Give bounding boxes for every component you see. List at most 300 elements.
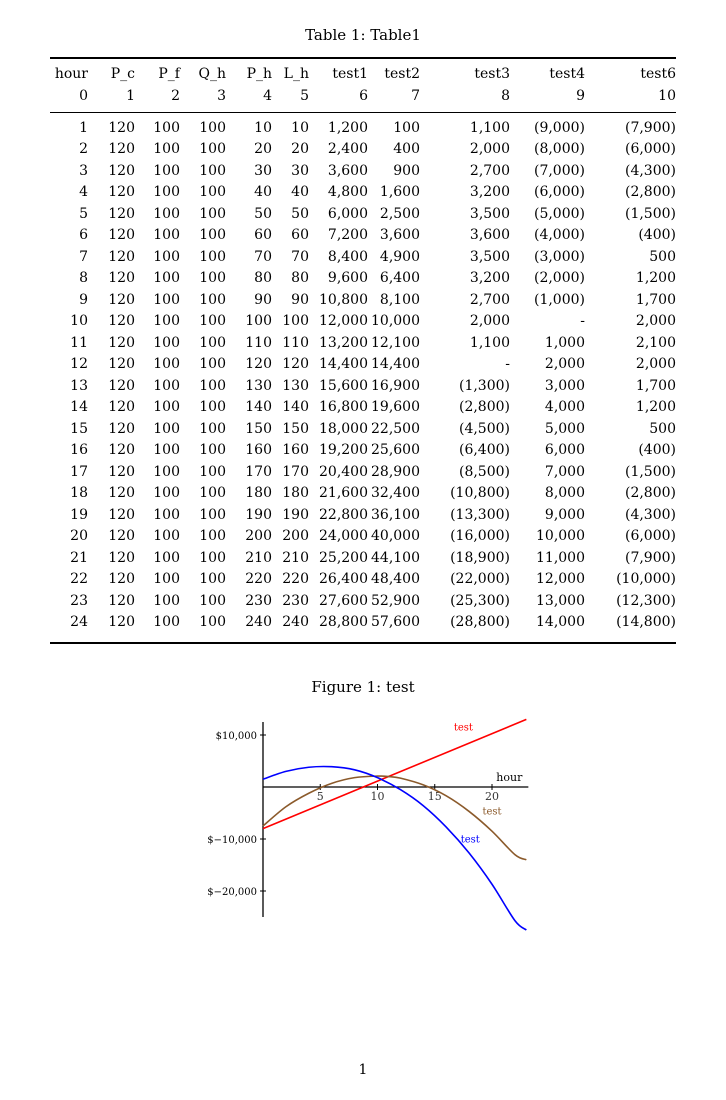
table-cell: 10 bbox=[70, 313, 88, 330]
table-cell: 60 bbox=[254, 227, 272, 244]
table-cell: 100 bbox=[153, 184, 180, 201]
table-cell: 100 bbox=[153, 571, 180, 588]
table-cell: 400 bbox=[393, 141, 420, 158]
table-cell: 12,000 bbox=[319, 313, 368, 330]
table-cell: 120 bbox=[108, 162, 135, 179]
table-cell: 120 bbox=[108, 549, 135, 566]
table-cell: 16,800 bbox=[319, 399, 368, 416]
table-cell: 240 bbox=[282, 614, 309, 631]
table-cell: 10,000 bbox=[371, 313, 420, 330]
y-tick-label: $−10,000 bbox=[207, 835, 257, 846]
table-cell: 8,400 bbox=[327, 248, 368, 265]
table-cell: (1,000) bbox=[533, 291, 585, 308]
y-tick-label: $−20,000 bbox=[207, 887, 257, 898]
table-cell: 100 bbox=[153, 356, 180, 373]
table-cell: 14,400 bbox=[319, 356, 368, 373]
table-cell: 100 bbox=[199, 442, 226, 459]
table-cell: 100 bbox=[153, 248, 180, 265]
table-cell: 100 bbox=[199, 571, 226, 588]
table-cell: 500 bbox=[649, 420, 676, 437]
table-cell: 90 bbox=[254, 291, 272, 308]
table-cell: 100 bbox=[199, 184, 226, 201]
column-index: 1 bbox=[126, 88, 135, 104]
table-cell: 100 bbox=[199, 162, 226, 179]
column-header: hour bbox=[54, 66, 88, 82]
page-number: 1 bbox=[358, 1062, 368, 1078]
table-cell: 4,800 bbox=[327, 184, 368, 201]
table-cell: 120 bbox=[108, 270, 135, 287]
table-cell: 23 bbox=[70, 592, 88, 609]
table-cell: 48,400 bbox=[371, 571, 420, 588]
table-cell: 100 bbox=[199, 377, 226, 394]
table-cell: 40 bbox=[254, 184, 272, 201]
table-cell: 120 bbox=[108, 399, 135, 416]
table-cell: (6,000) bbox=[624, 528, 676, 545]
table-cell: 3,500 bbox=[469, 205, 510, 222]
table-cell: 1,600 bbox=[379, 184, 420, 201]
table-cell: 100 bbox=[393, 119, 420, 136]
table-cell: (14,800) bbox=[616, 614, 676, 631]
table-cell: 210 bbox=[245, 549, 272, 566]
table-cell: 9 bbox=[79, 291, 88, 308]
table-cell: 2,000 bbox=[469, 141, 510, 158]
column-index: 9 bbox=[576, 88, 585, 104]
table-cell: 100 bbox=[153, 205, 180, 222]
table-cell: (2,800) bbox=[624, 184, 676, 201]
table-cell: 100 bbox=[199, 205, 226, 222]
table-cell: 24 bbox=[70, 614, 88, 631]
table-cell: 25,600 bbox=[371, 442, 420, 459]
table-cell: 22 bbox=[70, 571, 88, 588]
table-cell: 57,600 bbox=[371, 614, 420, 631]
table-caption: Table 1: Table1 bbox=[305, 26, 421, 44]
table-cell: 1,200 bbox=[635, 399, 676, 416]
table-cell: 80 bbox=[291, 270, 309, 287]
table-cell: 2,700 bbox=[469, 162, 510, 179]
table-cell: (2,800) bbox=[624, 485, 676, 502]
table-cell: 21 bbox=[70, 549, 88, 566]
table-cell: 12 bbox=[70, 356, 88, 373]
table-cell: (22,000) bbox=[450, 571, 510, 588]
table-cell: 100 bbox=[153, 334, 180, 351]
y-tick-label: $10,000 bbox=[215, 731, 257, 742]
table-cell: 100 bbox=[199, 528, 226, 545]
table-cell: 100 bbox=[199, 399, 226, 416]
table-cell: 240 bbox=[245, 614, 272, 631]
table-cell: (25,300) bbox=[450, 592, 510, 609]
table-cell: 14,400 bbox=[371, 356, 420, 373]
table-cell: 100 bbox=[199, 463, 226, 480]
table-cell: 8,100 bbox=[379, 291, 420, 308]
table-cell: 12,000 bbox=[536, 571, 585, 588]
table-cell: (8,500) bbox=[458, 463, 510, 480]
figure-caption: Figure 1: test bbox=[311, 678, 415, 696]
table-cell: 100 bbox=[199, 420, 226, 437]
table-cell: 100 bbox=[199, 141, 226, 158]
table-cell: 10 bbox=[254, 119, 272, 136]
table-cell: 100 bbox=[153, 592, 180, 609]
table-cell: (1,300) bbox=[458, 377, 510, 394]
table-cell: (7,900) bbox=[624, 119, 676, 136]
table-cell: (4,300) bbox=[624, 506, 676, 523]
table-cell: 2,700 bbox=[469, 291, 510, 308]
table-cell: 100 bbox=[199, 506, 226, 523]
x-tick-label: 15 bbox=[427, 790, 442, 803]
table-cell: (4,500) bbox=[458, 420, 510, 437]
column-index: 6 bbox=[359, 88, 368, 104]
table-cell: 120 bbox=[108, 227, 135, 244]
table-cell: 100 bbox=[153, 528, 180, 545]
table-cell: 100 bbox=[199, 356, 226, 373]
table-cell: 3,000 bbox=[544, 377, 585, 394]
table-cell: 120 bbox=[108, 420, 135, 437]
table-cell: 12,100 bbox=[371, 334, 420, 351]
table-cell: 140 bbox=[282, 399, 309, 416]
series-annotation: test bbox=[453, 722, 473, 734]
table-cell: 13,200 bbox=[319, 334, 368, 351]
table-cell: 1,700 bbox=[635, 291, 676, 308]
series-line-2 bbox=[263, 776, 526, 860]
table-cell: 18 bbox=[70, 485, 88, 502]
table-cell: 120 bbox=[108, 119, 135, 136]
table-cell: 120 bbox=[108, 313, 135, 330]
table-cell: 170 bbox=[282, 463, 309, 480]
column-header: P_h bbox=[246, 66, 272, 82]
table-cell: 13 bbox=[70, 377, 88, 394]
column-index: 4 bbox=[263, 88, 272, 104]
table-cell: 44,100 bbox=[371, 549, 420, 566]
table-cell: (6,000) bbox=[533, 184, 585, 201]
table-cell: 3,600 bbox=[469, 227, 510, 244]
table-cell: 27,600 bbox=[319, 592, 368, 609]
column-header: test3 bbox=[474, 66, 510, 82]
column-index: 2 bbox=[171, 88, 180, 104]
series-annotation: test bbox=[482, 806, 502, 818]
table-cell: 3,200 bbox=[469, 184, 510, 201]
column-index: 7 bbox=[411, 88, 420, 104]
table-cell: (18,900) bbox=[450, 549, 510, 566]
table-cell: 30 bbox=[254, 162, 272, 179]
table-cell: 120 bbox=[108, 291, 135, 308]
table-cell: 30 bbox=[291, 162, 309, 179]
table-cell: 6,400 bbox=[379, 270, 420, 287]
table-cell: 100 bbox=[245, 313, 272, 330]
table-cell: 36,100 bbox=[371, 506, 420, 523]
table-cell: 120 bbox=[108, 377, 135, 394]
table-cell: 2,100 bbox=[635, 334, 676, 351]
table-cell: (8,000) bbox=[533, 141, 585, 158]
table-cell: (12,300) bbox=[616, 592, 676, 609]
table-cell: 170 bbox=[245, 463, 272, 480]
column-header: L_h bbox=[283, 66, 309, 82]
table-cell: 10,800 bbox=[319, 291, 368, 308]
table-cell: 3 bbox=[79, 162, 88, 179]
column-header: test1 bbox=[332, 66, 368, 82]
column-index: 8 bbox=[501, 88, 510, 104]
table-cell: 120 bbox=[108, 614, 135, 631]
table-cell: (400) bbox=[638, 227, 676, 244]
table-cell: 20 bbox=[70, 528, 88, 545]
table-cell: 9,000 bbox=[544, 506, 585, 523]
table-cell: 1,100 bbox=[469, 334, 510, 351]
table-cell: 80 bbox=[254, 270, 272, 287]
table-cell: 20 bbox=[254, 141, 272, 158]
table-cell: 1 bbox=[79, 119, 88, 136]
table-cell: (400) bbox=[638, 442, 676, 459]
table-cell: 100 bbox=[199, 592, 226, 609]
table-cell: 2,000 bbox=[635, 356, 676, 373]
table-cell: - bbox=[580, 313, 585, 330]
table-cell: 220 bbox=[245, 571, 272, 588]
table-cell: 120 bbox=[245, 356, 272, 373]
table-cell: (2,800) bbox=[458, 399, 510, 416]
table-cell: 100 bbox=[282, 313, 309, 330]
table-cell: 50 bbox=[254, 205, 272, 222]
table-cell: 11,000 bbox=[536, 549, 585, 566]
table-cell: 100 bbox=[153, 291, 180, 308]
table-cell: 100 bbox=[153, 119, 180, 136]
table-cell: 8,000 bbox=[544, 485, 585, 502]
table-cell: (4,000) bbox=[533, 227, 585, 244]
table-cell: 15,600 bbox=[319, 377, 368, 394]
table-cell: 2 bbox=[79, 141, 88, 158]
table-cell: 9,600 bbox=[327, 270, 368, 287]
column-header: Q_h bbox=[198, 66, 226, 82]
column-index: 0 bbox=[79, 88, 88, 104]
table-cell: (6,400) bbox=[458, 442, 510, 459]
table-cell: 110 bbox=[245, 334, 272, 351]
table-cell: 120 bbox=[108, 141, 135, 158]
table-cell: 190 bbox=[245, 506, 272, 523]
table-cell: 14 bbox=[70, 399, 88, 416]
table-cell: (2,000) bbox=[533, 270, 585, 287]
table-cell: 100 bbox=[153, 506, 180, 523]
table-cell: 28,900 bbox=[371, 463, 420, 480]
table-cell: 100 bbox=[199, 313, 226, 330]
table-cell: 10 bbox=[291, 119, 309, 136]
table-cell: 180 bbox=[282, 485, 309, 502]
table-cell: 150 bbox=[282, 420, 309, 437]
table-cell: 1,200 bbox=[327, 119, 368, 136]
table-cell: 100 bbox=[153, 313, 180, 330]
table-cell: 1,700 bbox=[635, 377, 676, 394]
table-cell: 120 bbox=[108, 592, 135, 609]
table-cell: 10,000 bbox=[536, 528, 585, 545]
table-cell: 5 bbox=[79, 205, 88, 222]
table-cell: 100 bbox=[199, 119, 226, 136]
table-cell: 160 bbox=[282, 442, 309, 459]
table-cell: 3,600 bbox=[327, 162, 368, 179]
table-cell: 100 bbox=[153, 485, 180, 502]
column-header: test6 bbox=[640, 66, 676, 82]
table-cell: (7,900) bbox=[624, 549, 676, 566]
series-annotation: test bbox=[460, 834, 480, 846]
table-cell: 3,200 bbox=[469, 270, 510, 287]
table-cell: (10,000) bbox=[616, 571, 676, 588]
table-cell: 230 bbox=[245, 592, 272, 609]
table-cell: 70 bbox=[254, 248, 272, 265]
table-cell: 2,000 bbox=[544, 356, 585, 373]
table-cell: 130 bbox=[245, 377, 272, 394]
table-cell: 210 bbox=[282, 549, 309, 566]
table-cell: (1,500) bbox=[624, 205, 676, 222]
table-cell: 3,600 bbox=[379, 227, 420, 244]
table-cell: 100 bbox=[199, 248, 226, 265]
table-cell: 14,000 bbox=[536, 614, 585, 631]
table-cell: 120 bbox=[108, 205, 135, 222]
table-cell: 500 bbox=[649, 248, 676, 265]
table-cell: 100 bbox=[153, 463, 180, 480]
table-cell: 2,400 bbox=[327, 141, 368, 158]
table-cell: 120 bbox=[108, 248, 135, 265]
table-cell: 120 bbox=[108, 485, 135, 502]
table-cell: 1,000 bbox=[544, 334, 585, 351]
table-cell: 100 bbox=[153, 399, 180, 416]
table-cell: (16,000) bbox=[450, 528, 510, 545]
table-cell: 16,900 bbox=[371, 377, 420, 394]
table-cell: 100 bbox=[153, 270, 180, 287]
table-cell: (5,000) bbox=[533, 205, 585, 222]
x-tick-label: 5 bbox=[316, 790, 324, 803]
table-cell: (7,000) bbox=[533, 162, 585, 179]
table-cell: 40 bbox=[291, 184, 309, 201]
table-cell: 120 bbox=[108, 571, 135, 588]
table-cell: 6,000 bbox=[544, 442, 585, 459]
table-cell: (4,300) bbox=[624, 162, 676, 179]
table-cell: 22,800 bbox=[319, 506, 368, 523]
table-cell: 6,000 bbox=[327, 205, 368, 222]
column-header: P_c bbox=[110, 66, 135, 82]
table-cell: 40,000 bbox=[371, 528, 420, 545]
table-cell: 120 bbox=[108, 184, 135, 201]
table-cell: 19 bbox=[70, 506, 88, 523]
table-cell: (10,800) bbox=[450, 485, 510, 502]
table-cell: 52,900 bbox=[371, 592, 420, 609]
table-cell: 20,400 bbox=[319, 463, 368, 480]
table-cell: 120 bbox=[108, 356, 135, 373]
table-cell: 26,400 bbox=[319, 571, 368, 588]
table-cell: 50 bbox=[291, 205, 309, 222]
column-index: 5 bbox=[300, 88, 309, 104]
table-cell: 28,800 bbox=[319, 614, 368, 631]
table-cell: 1,200 bbox=[635, 270, 676, 287]
table-cell: 13,000 bbox=[536, 592, 585, 609]
column-header: test4 bbox=[549, 66, 585, 82]
table-cell: 100 bbox=[153, 141, 180, 158]
table-cell: 140 bbox=[245, 399, 272, 416]
table-cell: 120 bbox=[108, 442, 135, 459]
table-cell: 120 bbox=[282, 356, 309, 373]
table-cell: 120 bbox=[108, 463, 135, 480]
table-cell: 100 bbox=[153, 549, 180, 566]
table-cell: 7,000 bbox=[544, 463, 585, 480]
table-cell: (13,300) bbox=[450, 506, 510, 523]
table-cell: (6,000) bbox=[624, 141, 676, 158]
table-cell: 100 bbox=[199, 549, 226, 566]
table-cell: 190 bbox=[282, 506, 309, 523]
table-cell: 100 bbox=[153, 227, 180, 244]
table-cell: 19,200 bbox=[319, 442, 368, 459]
table-cell: 180 bbox=[245, 485, 272, 502]
table-cell: 6 bbox=[79, 227, 88, 244]
table-cell: 120 bbox=[108, 334, 135, 351]
table-cell: 150 bbox=[245, 420, 272, 437]
table-cell: 19,600 bbox=[371, 399, 420, 416]
table-cell: 100 bbox=[199, 227, 226, 244]
table-cell: 100 bbox=[199, 485, 226, 502]
column-index: 3 bbox=[217, 88, 226, 104]
table-cell: 100 bbox=[153, 377, 180, 394]
table-cell: 70 bbox=[291, 248, 309, 265]
x-tick-label: 10 bbox=[370, 790, 385, 803]
column-index: 10 bbox=[658, 88, 676, 104]
table-cell: 90 bbox=[291, 291, 309, 308]
table-cell: 110 bbox=[282, 334, 309, 351]
table-cell: 18,000 bbox=[319, 420, 368, 437]
table-cell: 4,000 bbox=[544, 399, 585, 416]
table-cell: (9,000) bbox=[533, 119, 585, 136]
table-cell: 1,100 bbox=[469, 119, 510, 136]
table-cell: 220 bbox=[282, 571, 309, 588]
table-cell: 16 bbox=[70, 442, 88, 459]
table-cell: 4,900 bbox=[379, 248, 420, 265]
table-cell: 21,600 bbox=[319, 485, 368, 502]
table-cell: 100 bbox=[153, 420, 180, 437]
table-cell: 24,000 bbox=[319, 528, 368, 545]
table-cell: 900 bbox=[393, 162, 420, 179]
table-cell: 100 bbox=[153, 162, 180, 179]
table-cell: 120 bbox=[108, 506, 135, 523]
table-cell: 100 bbox=[199, 334, 226, 351]
table-cell: 160 bbox=[245, 442, 272, 459]
table-cell: (1,500) bbox=[624, 463, 676, 480]
table-cell: 130 bbox=[282, 377, 309, 394]
table-cell: 7,200 bbox=[327, 227, 368, 244]
table-cell: 8 bbox=[79, 270, 88, 287]
table-cell: 17 bbox=[70, 463, 88, 480]
table-cell: 100 bbox=[153, 442, 180, 459]
table-cell: 100 bbox=[199, 614, 226, 631]
table-cell: 100 bbox=[153, 614, 180, 631]
table-cell: (28,800) bbox=[450, 614, 510, 631]
table-cell: 200 bbox=[282, 528, 309, 545]
table-cell: 230 bbox=[282, 592, 309, 609]
table-cell: 32,400 bbox=[371, 485, 420, 502]
table-cell: 7 bbox=[79, 248, 88, 265]
x-axis-label: hour bbox=[496, 771, 523, 784]
column-header: test2 bbox=[384, 66, 420, 82]
column-header: P_f bbox=[158, 66, 180, 82]
table-cell: 2,000 bbox=[469, 313, 510, 330]
table-cell: 60 bbox=[291, 227, 309, 244]
table-cell: 22,500 bbox=[371, 420, 420, 437]
table-cell: 3,500 bbox=[469, 248, 510, 265]
table-cell: 20 bbox=[291, 141, 309, 158]
table-cell: 15 bbox=[70, 420, 88, 437]
table-cell: 100 bbox=[199, 291, 226, 308]
table-cell: - bbox=[505, 356, 510, 373]
table-cell: 2,500 bbox=[379, 205, 420, 222]
table-cell: 100 bbox=[199, 270, 226, 287]
table-cell: 120 bbox=[108, 528, 135, 545]
table-cell: 5,000 bbox=[544, 420, 585, 437]
x-tick-label: 20 bbox=[485, 790, 499, 803]
table-cell: 11 bbox=[70, 334, 88, 351]
table-cell: 4 bbox=[79, 184, 88, 201]
table-cell: 200 bbox=[245, 528, 272, 545]
table-cell: (3,000) bbox=[533, 248, 585, 265]
table-cell: 2,000 bbox=[635, 313, 676, 330]
